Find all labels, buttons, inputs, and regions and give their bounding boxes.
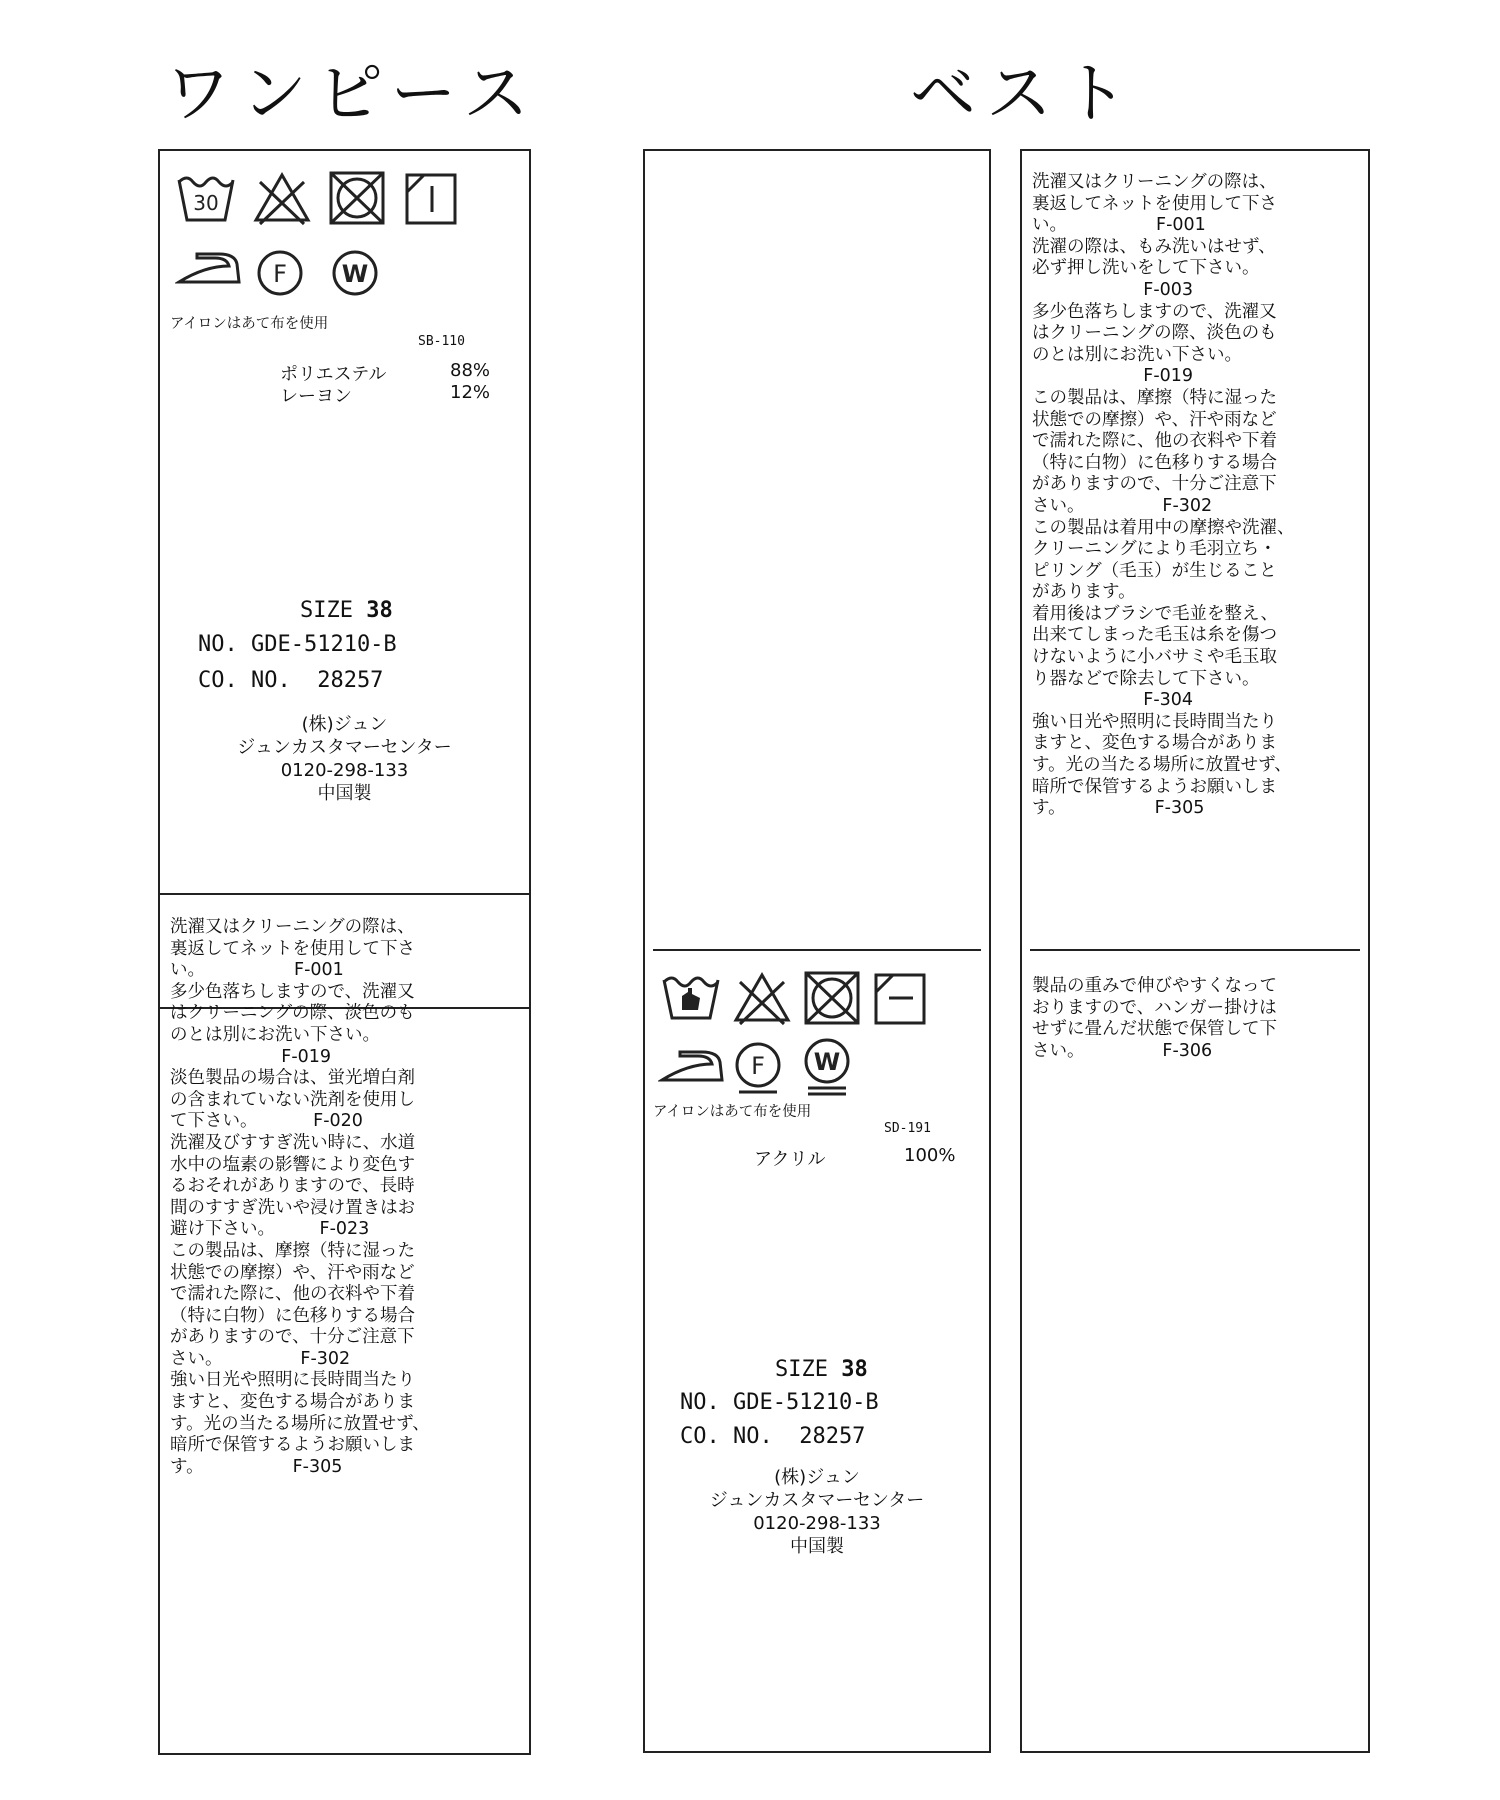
no-bleach-icon <box>252 170 312 226</box>
vest-no: NO. GDE-51210-B <box>680 1390 879 1415</box>
vest-size <box>775 1357 868 1382</box>
iron-low-icon-vest <box>658 1046 726 1086</box>
hand-wash-icon <box>660 972 722 1024</box>
dress-co-no: CO. NO. 28257 <box>198 668 384 693</box>
vest-size-label: SIZE <box>775 1357 828 1382</box>
vest-left-divider <box>653 949 981 951</box>
vest-right-divider <box>1030 949 1360 951</box>
vest-maker: (株)ジュン ジュンカスタマーセンター 0120-298-133 中国製 <box>709 1467 925 1557</box>
dress-w-letter: W <box>341 260 369 288</box>
dress-iron-note: アイロンはあて布を使用 <box>170 316 329 332</box>
line-dry-shade-icon <box>404 172 458 226</box>
dress-heading: ワンピース <box>165 55 540 132</box>
vest-co-no: CO. NO. 28257 <box>680 1424 866 1449</box>
flat-dry-shade-icon <box>873 972 927 1026</box>
dry-clean-f-icon <box>255 248 305 298</box>
no-tumble-dry-icon <box>328 170 386 226</box>
vest-iron-note: アイロンはあて布を使用 <box>653 1104 812 1120</box>
wash-temp-text: 30 <box>193 191 219 215</box>
dress-care-text: 洗濯又はクリーニングの際は、 裏返してネットを使用して下さ い。 F-001 多少色落ちしますので、洗濯又 はクリーニングの際、淡色のも のとは別にお洗い下さい。 F-019 淡色製品の場合は、蛍光増白剤 の含まれていない洗剤を使用し て下さい。 F-020 洗濯及びすすぎ洗い時に、水道 水中の塩素の影響により変色す るおそれがありますので、長時 間のすすぎ洗いや浸け置きはお 避け下さい。 F-023 この製品は、摩擦（特に湿った 状態での摩擦）や、汗や雨など で濡れた際に、他の衣料や下着 （特に白物）に色移りする場合 がありますので、十分ご注意下 さい。 F-302 強い日光や照明に長時間当たり ますと、変色する場合がありま す。光の当たる場所に放置せず、 暗所で保管するようお願いしま す。 F-305 <box>170 917 430 1477</box>
dress-no: NO. GDE-51210-B <box>198 632 397 657</box>
vest-care-text-top: 洗濯又はクリーニングの際は、 裏返してネットを使用して下さ い。 F-001 洗濯の際は、もみ洗いはせず、 必ず押し洗いをして下さい。 F-003 多少色落ちしますので、洗濯又 はクリーニングの際、淡色のも のとは別にお洗い下さい。 F-019 この製品は、摩擦（特に湿った 状態での摩擦）や、汗や雨など で濡れた際に、他の衣料や下着 （特に白物）に色移りする場合 がありますので、十分ご注意下 さい。 F-302 この製品は着用中の摩擦や洗濯、 クリーニングにより毛羽立ち・ ピリング（毛玉）が生じること があります。 着用後はブラシで毛並を整え、 出来てしまった毛玉は糸を傷つ けないように小バサミや毛玉取 り器などで除去して下さい。 F-304 強い日光や照明に長時間当たり ますと、変色する場合がありま す。光の当たる場所に放置せず、 暗所で保管するようお願いしま す。 F-305 <box>1032 172 1295 819</box>
dress-f-letter: F <box>273 260 287 288</box>
size-label: SIZE <box>300 598 353 623</box>
vest-w-letter: W <box>813 1048 841 1076</box>
dress-size <box>300 598 393 623</box>
wet-clean-w-icon <box>330 248 380 298</box>
dress-fabric-1-pct: 88% <box>450 360 491 381</box>
dress-fabric-2-name: レーヨン <box>280 386 352 407</box>
size-value: 38 <box>366 598 393 623</box>
vest-fabric-1-name: アクリル <box>754 1149 826 1170</box>
vest-f-letter: F <box>751 1052 765 1080</box>
no-tumble-dry-icon-vest <box>803 970 861 1026</box>
dress-fabric-1-name: ポリエステル <box>280 364 387 385</box>
vest-code: SD-191 <box>884 1121 931 1136</box>
vest-heading: ベスト <box>910 55 1138 132</box>
vest-care-text-bottom: 製品の重みで伸びやすくなって おりますので、ハンガー掛けは せずに畳んだ状態で保管して下 さい。 F-306 <box>1032 976 1277 1061</box>
dry-clean-f-icon-vest <box>733 1040 783 1096</box>
wet-clean-w-icon-vest <box>802 1036 852 1098</box>
wash-30-icon <box>175 170 237 226</box>
dress-fabric-2-pct: 12% <box>450 382 491 403</box>
vest-fabric-1-pct: 100% <box>904 1145 956 1166</box>
vest-size-value: 38 <box>841 1357 868 1382</box>
no-bleach-icon-vest <box>732 970 792 1026</box>
iron-low-icon <box>175 248 243 288</box>
dress-maker: (株)ジュン ジュンカスタマーセンター 0120-298-133 中国製 <box>237 714 452 804</box>
dress-code: SB-110 <box>418 334 465 349</box>
